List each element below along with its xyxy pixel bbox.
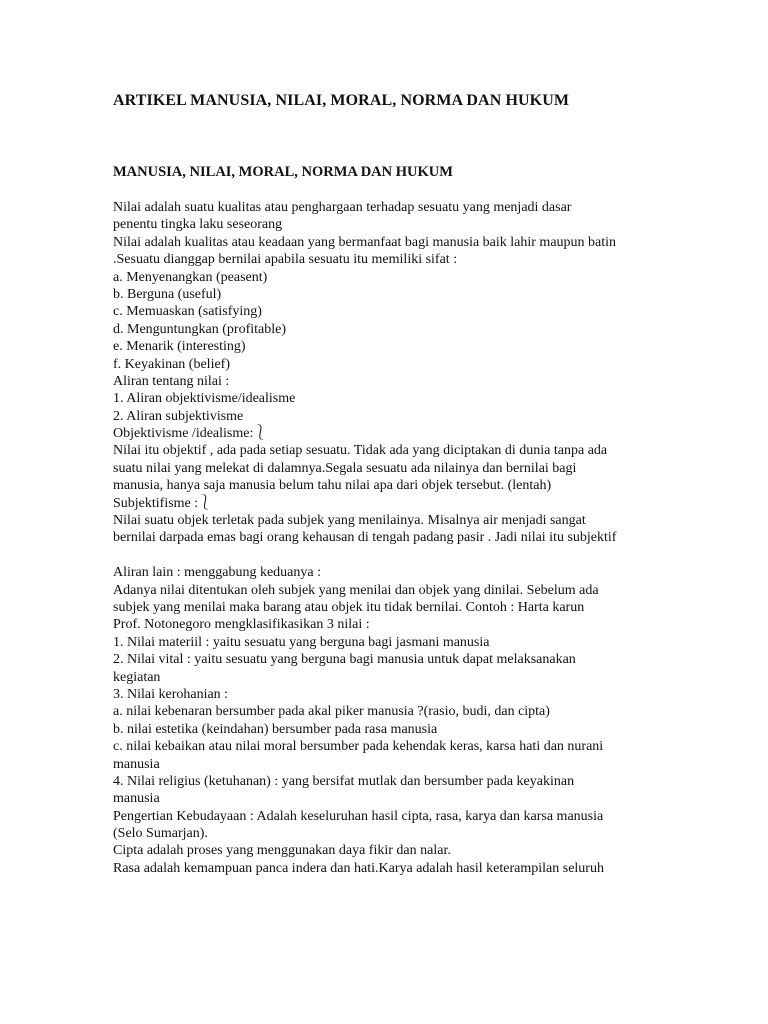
text-line: manusia	[113, 791, 160, 807]
text-line: d. Menguntungkan (profitable)	[113, 321, 287, 337]
text-line: manusia	[113, 756, 160, 772]
text-line: Nilai suatu objek terletak pada subjek yang menilainya. Misalnya air menjadi sangat	[113, 513, 586, 529]
text-line: manusia, hanya saja manusia belum tahu nilai apa dari objek tersebut. (lentah)	[113, 478, 552, 494]
text-line: c. Memuaskan (satisfying)	[113, 304, 262, 320]
text-line: 1. Aliran objektivisme/idealisme	[113, 391, 296, 407]
text-line: 4. Nilai religius (ketuhanan) : yang bersifat mutlak dan bersumber pada keyakinan	[113, 773, 575, 789]
text-line: 2. Aliran subjektivisme	[113, 408, 244, 424]
text-line: f. Keyakinan (belief)	[113, 356, 230, 372]
text-line: Nilai adalah suatu kualitas atau penghargaan terhadap sesuatu yang menjadi dasar	[113, 200, 572, 215]
text-line: b. Berguna (useful)	[113, 286, 222, 302]
text-line: suatu nilai yang melekat di dalamnya.Segala sesuatu ada nilainya dan bernilai bagi	[113, 460, 577, 476]
text-line: b. nilai estetika (keindahan) bersumber pada rasa manusia	[113, 721, 438, 737]
text-line: Pengertian Kebudayaan : Adalah keseluruhan hasil cipta, rasa, karya dan karsa manusia	[113, 808, 604, 824]
text-line: bernilai darpada emas bagi orang kehausan di tengah padang pasir . Jadi nilai itu subjektif	[113, 530, 617, 546]
text-line: a. Menyenangkan (peasent)	[113, 269, 268, 285]
text-line: Prof. Notonegoro mengklasifikasikan 3 nilai :	[113, 617, 370, 633]
text-line: Objektivisme /idealisme:⎱	[113, 426, 268, 442]
text-line	[113, 547, 753, 564]
text-line: subjek yang menilai maka barang atau objek itu tidak bernilai. Contoh : Harta karun	[113, 599, 585, 615]
text-line: (Selo Sumarjan).	[113, 826, 208, 842]
text-line: Cipta adalah proses yang menggunakan daya fikir dan nalar.	[113, 843, 451, 859]
text-line: e. Menarik (interesting)	[113, 339, 246, 355]
text-line: 2. Nilai vital : yaitu sesuatu yang berguna bagi manusia untuk dapat melaksanakan	[113, 652, 576, 668]
document-title: ARTIKEL MANUSIA, NILAI, MORAL, NORMA DAN HUKUM	[113, 92, 570, 109]
document-body	[113, 199, 753, 877]
text-line: Adanya nilai ditentukan oleh subjek yang menilai dan objek yang dinilai. Sebelum ada	[113, 582, 599, 598]
text-line: Nilai itu objektif , ada pada setiap sesuatu. Tidak ada yang diciptakan di dunia tanpa ada	[113, 443, 608, 459]
text-line: Aliran lain : menggabung keduanya :	[113, 565, 321, 581]
text-line: a. nilai kebenaran bersumber pada akal piker manusia ?(rasio, budi, dan cipta)	[113, 704, 550, 720]
text-line: 1. Nilai materiil : yaitu sesuatu yang berguna bagi jasmani manusia	[113, 634, 490, 650]
document-subtitle: MANUSIA, NILAI, MORAL, NORMA DAN HUKUM	[113, 164, 453, 180]
text-line: 3. Nilai kerohanian :	[113, 686, 229, 702]
document-page	[113, 0, 753, 1024]
text-line: kegiatan	[113, 669, 161, 685]
text-line: penentu tingka laku seseorang	[113, 217, 283, 233]
text-line: c. nilai kebaikan atau nilai moral bersumber pada kehendak keras, karsa hati dan nurani	[113, 739, 604, 755]
text-line: .Sesuatu dianggap bernilai apabila sesuatu itu memiliki sifat :	[113, 252, 458, 268]
text-line: Aliran tentang nilai :	[113, 373, 230, 389]
text-line: Subjektifisme :⎱	[113, 495, 213, 511]
text-line: Nilai adalah kualitas atau keadaan yang bermanfaat bagi manusia baik lahir maupun batin	[113, 234, 617, 250]
text-line: Rasa adalah kemampuan panca indera dan hati.Karya adalah hasil keterampilan seluruh	[113, 860, 604, 876]
